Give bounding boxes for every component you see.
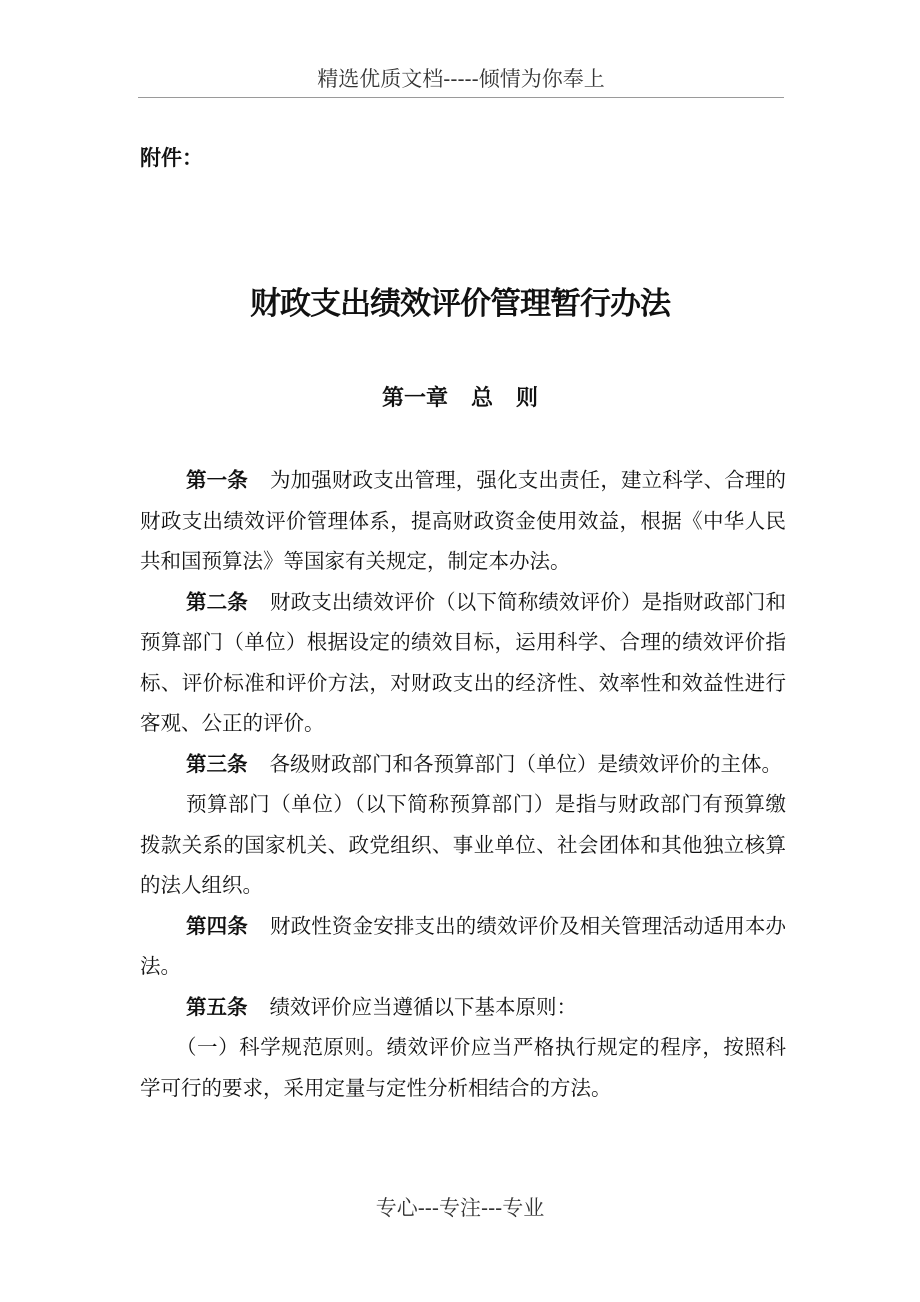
article-number: 第二条: [186, 589, 248, 614]
article-text: 财政性资金安排支出的绩效评价及相关管理活动适用本办法。: [140, 913, 787, 978]
document-title: 财政支出绩效评价管理暂行办法: [250, 286, 670, 322]
principle-item: [140, 1027, 786, 1108]
article-paragraph: [140, 460, 786, 582]
article-number: 第一条: [186, 468, 248, 492]
article-text: 绩效评价应当遵循以下基本原则：: [269, 994, 577, 1019]
article-number: 第三条: [186, 751, 248, 776]
article-text: 预算部门（单位）（以下简称预算部门）是指与财政部门有预算缴拨款关系的国家机关、政党组织、事业单位、社会团体和其他独立核算的法人组织。: [140, 792, 786, 897]
article-number: 第五条: [186, 994, 248, 1019]
article-text: 财政支出绩效评价（以下简称绩效评价）是指财政部门和预算部门（单位）根据设定的绩效目标，运用科学、合理的绩效评价指标、评价标准和评价方法，对财政支出的经济性、效率性和效益性进行客观、公正的评价。: [140, 589, 787, 735]
article-paragraph: [140, 906, 786, 987]
chapter-heading: 第一章 总 则: [382, 386, 538, 411]
principle-text: （一）科学规范原则。绩效评价应当严格执行规定的程序，按照科学可行的要求，采用定量与定性分析相结合的方法。: [140, 1035, 786, 1100]
article-paragraph: [140, 987, 786, 1028]
footer-text: 专心---专注---专业: [375, 1196, 545, 1220]
attachment-label: 附件：: [140, 146, 203, 170]
page-footer: [0, 1193, 920, 1223]
header-text: 精选优质文档-----倾情为你奉上: [317, 67, 605, 91]
page-header: [138, 64, 784, 98]
document-body: [140, 460, 786, 1108]
article-continuation: [140, 784, 786, 906]
article-number: 第四条: [186, 913, 248, 938]
article-paragraph: [140, 582, 786, 744]
article-text: 为加强财政支出管理，强化支出责任，建立科学、合理的财政支出绩效评价管理体系，提高财政资金使用效益，根据《中华人民共和国预算法》等国家有关规定，制定本办法。: [140, 468, 787, 573]
article-text: 各级财政部门和各预算部门（单位）是绩效评价的主体。: [269, 751, 782, 776]
article-paragraph: [140, 744, 786, 785]
